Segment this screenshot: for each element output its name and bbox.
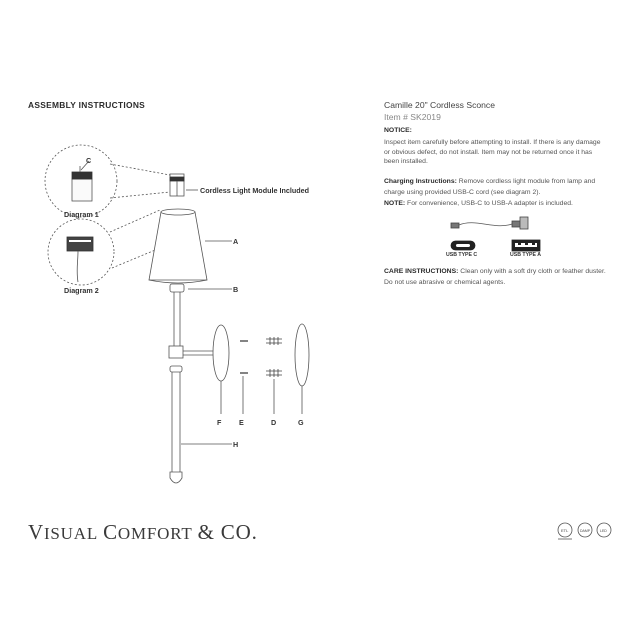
notice-heading: NOTICE:	[384, 127, 412, 134]
usb-type-c-label: USB TYPE C	[446, 252, 478, 258]
part-label-b: B	[233, 285, 239, 294]
backplate	[213, 325, 229, 381]
charging-note-heading: NOTE:	[384, 200, 406, 207]
usb-cable-icon	[451, 217, 528, 229]
item-number: Item # SK2019	[384, 112, 441, 122]
svg-text:DAMP: DAMP	[580, 529, 591, 533]
care-heading: CARE INSTRUCTIONS:	[384, 268, 459, 275]
part-label-c: C	[86, 156, 92, 165]
part-label-g: G	[298, 418, 304, 427]
lamp-shade	[149, 212, 207, 280]
diagram1-label: Diagram 1	[64, 210, 99, 219]
damp-rated-icon	[578, 523, 592, 537]
finial	[170, 472, 182, 483]
anchor-bottom	[266, 369, 282, 377]
module-label: Cordless Light Module Included	[200, 186, 310, 195]
module-diagram2-icon	[67, 237, 93, 282]
socket-cup	[170, 284, 184, 292]
led-icon	[597, 523, 611, 537]
svg-text:ETL: ETL	[561, 528, 569, 533]
part-label-a: A	[233, 237, 239, 246]
charging-text: Remove cordless light module from lamp and charge using provided USB-C cord (see diagram 2).	[384, 178, 596, 196]
anchor-top	[266, 337, 282, 345]
usb-type-a-label: USB TYPE A	[510, 252, 541, 258]
svg-text:LED: LED	[600, 529, 607, 533]
part-label-d: D	[271, 418, 277, 427]
etl-listed-icon	[558, 523, 572, 539]
diagram2-circle	[48, 219, 114, 285]
cordless-module-icon	[170, 174, 184, 196]
part-label-f: F	[217, 418, 222, 427]
assembly-heading: ASSEMBLY INSTRUCTIONS	[28, 100, 146, 110]
part-label-e: E	[239, 418, 244, 427]
product-title: Camille 20" Cordless Sconce	[384, 100, 495, 110]
care-text: Clean only with a soft dry cloth or feather duster. Do not use abrasive or chemical agents.	[384, 268, 606, 286]
diagram2-label: Diagram 2	[64, 286, 99, 295]
module-diagram1-icon	[72, 166, 92, 201]
part-label-h: H	[233, 440, 239, 449]
usb-type-a-icon	[512, 240, 540, 251]
usb-type-c-icon	[451, 241, 475, 250]
arm-joint	[169, 346, 183, 358]
charging-note-text: For convenience, USB-C to USB-A adapter is included.	[407, 200, 573, 207]
wall-plate	[295, 324, 309, 386]
brand-logo: VISUAL COMFORT & CO.	[28, 520, 258, 544]
charging-heading: Charging Instructions:	[384, 178, 457, 185]
notice-text: Inspect item carefully before attempting to install. If there is any damage or obvious defect, do not install. Item may not be returned once it has been installed.	[384, 139, 601, 166]
